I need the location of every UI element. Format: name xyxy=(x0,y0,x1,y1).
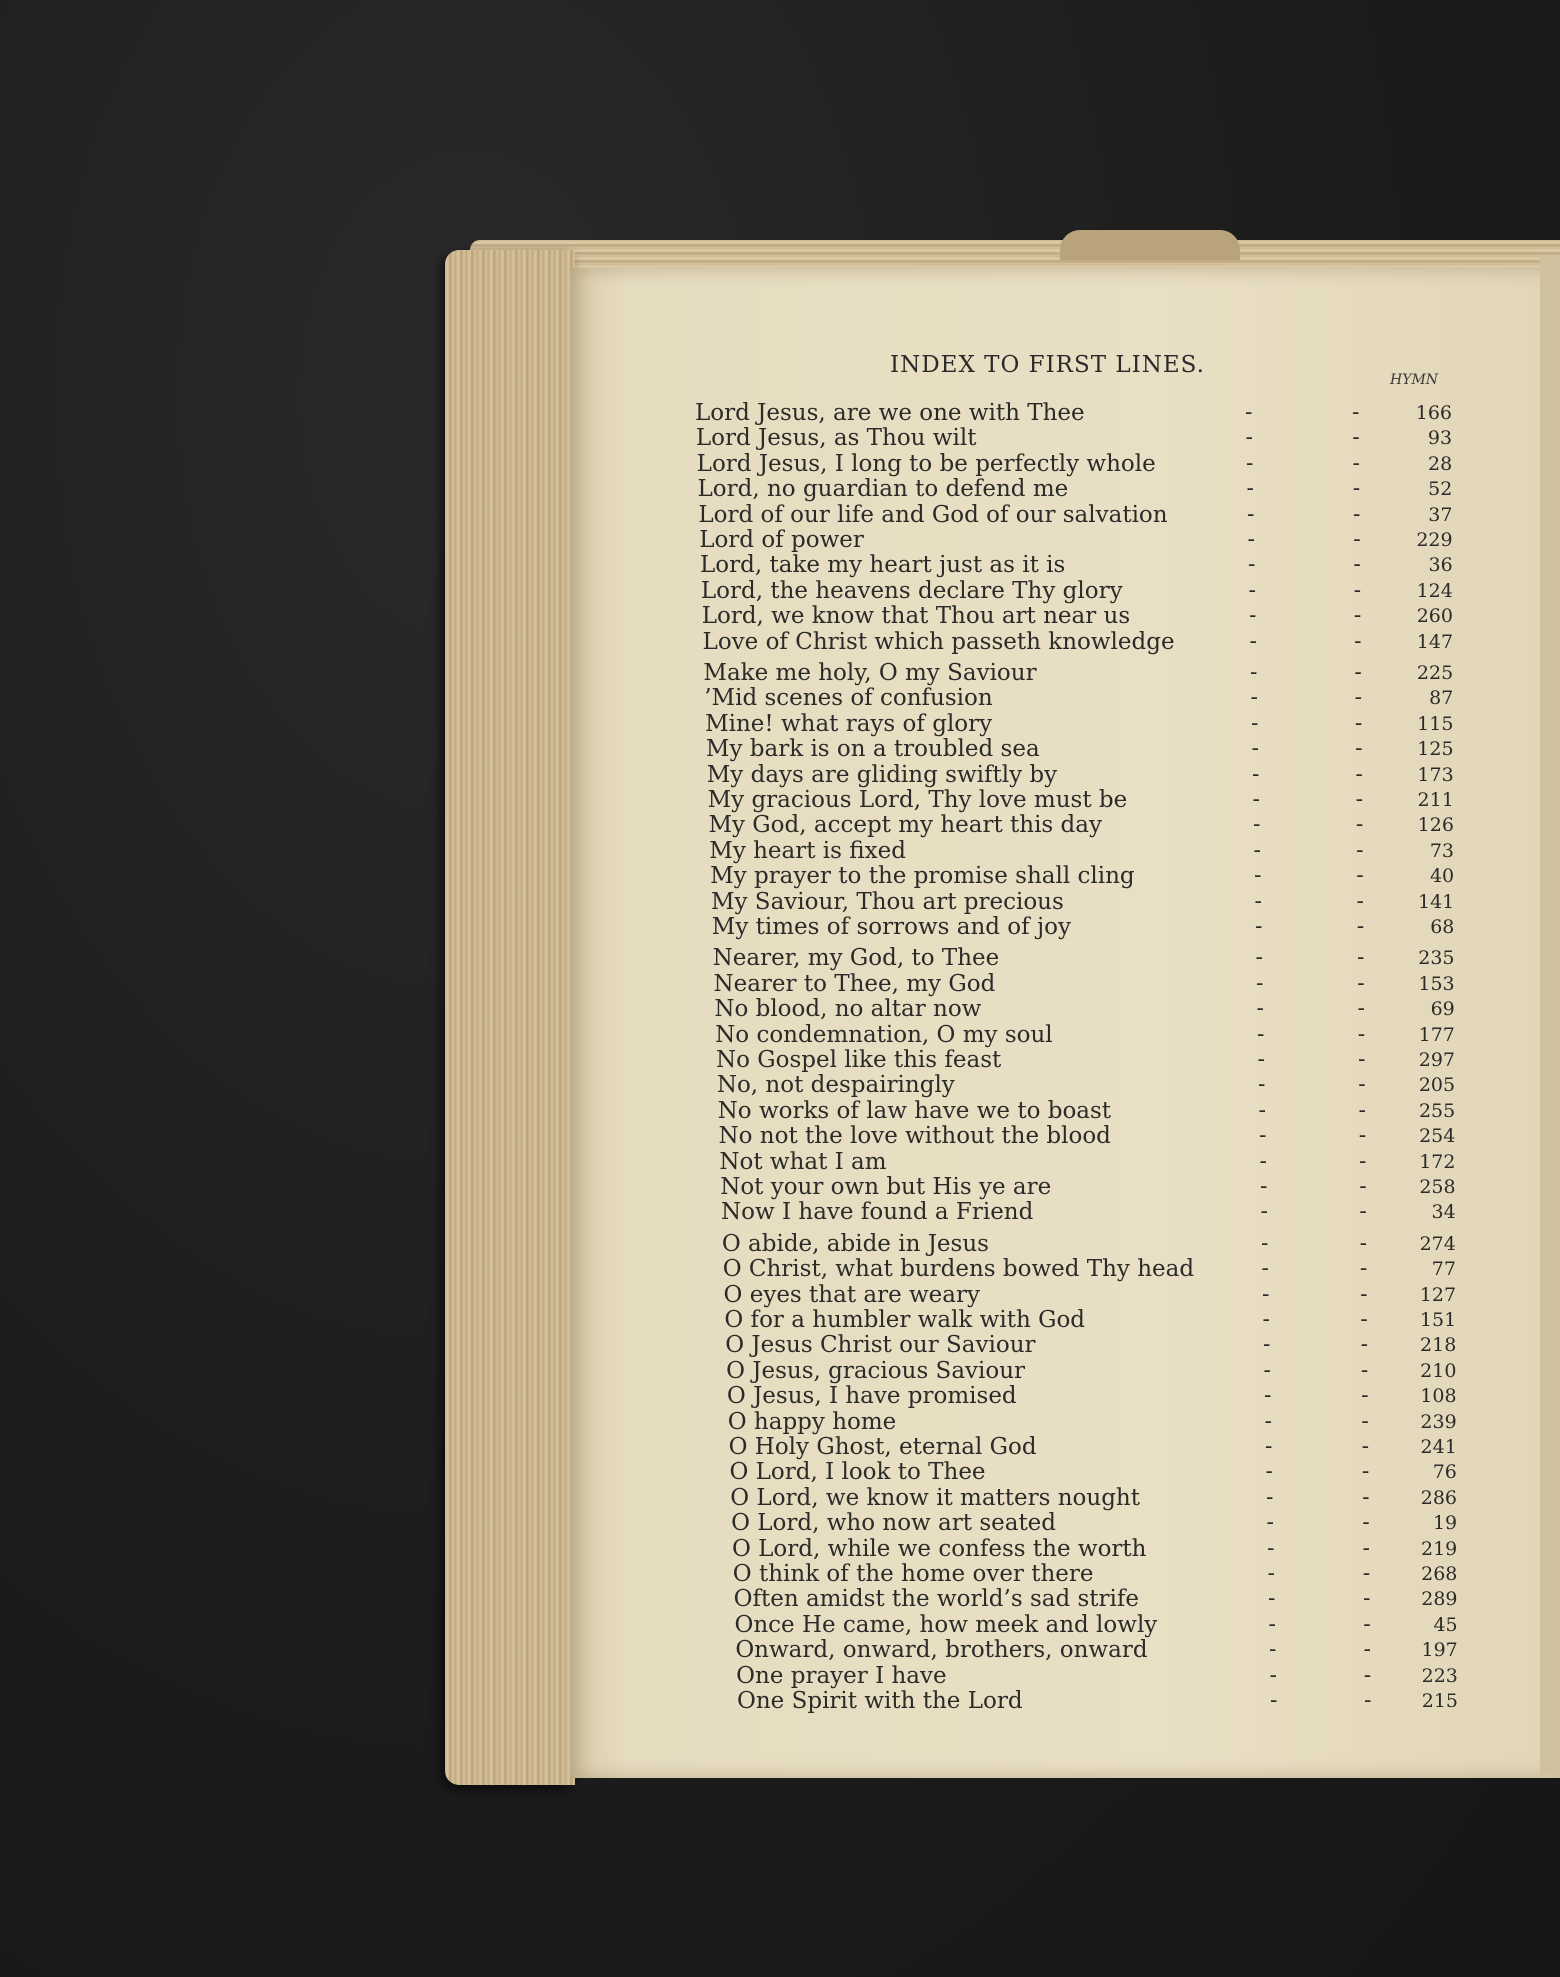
list-item xyxy=(713,945,1455,971)
list-item xyxy=(736,1663,1458,1689)
leader-dash: - xyxy=(1261,1281,1270,1307)
leader-dash: - xyxy=(1246,501,1255,527)
leader-dash: - xyxy=(1362,1535,1370,1561)
list-item xyxy=(734,1586,1458,1612)
first-line-text: No works of law have we to boast xyxy=(717,1097,1112,1124)
list-item xyxy=(729,1434,1457,1460)
leader-dash: - xyxy=(1360,1357,1369,1383)
leader-dash: - xyxy=(1362,1561,1371,1586)
leader-dash: - xyxy=(1363,1662,1372,1688)
leader-dash: - xyxy=(1361,1383,1369,1409)
list-item xyxy=(705,711,1453,737)
leader-dash: - xyxy=(1353,577,1362,603)
hymn-number: 274 xyxy=(1419,1232,1456,1255)
hymn-number: 153 xyxy=(1418,972,1455,995)
first-line-text: Lord Jesus, I long to be perfectly whole xyxy=(696,450,1156,477)
first-line-text: One Spirit with the Lord xyxy=(737,1688,1023,1714)
list-item xyxy=(717,1072,1455,1098)
hymn-number: 197 xyxy=(1421,1639,1458,1662)
first-line-text: O Jesus, I have promised xyxy=(726,1383,1017,1410)
leader-dash: - xyxy=(1357,945,1365,971)
first-line-text: Lord, we know that Thou art near us xyxy=(701,603,1131,630)
leader-dash: - xyxy=(1251,736,1259,762)
first-line-text: O Lord, who now art seated xyxy=(731,1510,1057,1537)
leader-dash: - xyxy=(1356,914,1365,939)
first-line-text: Love of Christ which passeth knowledge xyxy=(702,628,1175,655)
leader-dash: - xyxy=(1361,1434,1370,1459)
list-item xyxy=(698,502,1452,528)
leader-dash: - xyxy=(1357,970,1365,996)
list-item xyxy=(718,1098,1456,1124)
first-line-text: One prayer I have xyxy=(736,1662,947,1689)
leader-dash: - xyxy=(1354,660,1362,685)
hymn-number: 115 xyxy=(1417,712,1454,735)
list-item xyxy=(724,1282,1457,1308)
leader-dash: - xyxy=(1359,1199,1367,1225)
leader-dash: - xyxy=(1265,1484,1274,1510)
leader-dash: - xyxy=(1253,863,1262,889)
hymn-number: 127 xyxy=(1419,1283,1457,1306)
list-item xyxy=(700,552,1453,578)
leader-dash: - xyxy=(1356,837,1364,863)
first-line-text: No Gospel like this feast xyxy=(716,1047,1002,1073)
leader-dash: - xyxy=(1269,1662,1277,1688)
leader-dash: - xyxy=(1356,888,1364,914)
first-line-text: My times of sorrows and of joy xyxy=(711,914,1071,940)
leader-dash: - xyxy=(1362,1484,1370,1510)
leader-dash: - xyxy=(1364,1688,1372,1713)
leader-dash: - xyxy=(1363,1586,1371,1612)
leader-dash: - xyxy=(1258,1097,1266,1123)
leader-dash: - xyxy=(1267,1586,1276,1612)
list-item xyxy=(719,1123,1456,1149)
leader-dash: - xyxy=(1360,1281,1368,1307)
leader-dash: - xyxy=(1253,837,1261,863)
list-item xyxy=(727,1383,1457,1409)
leader-dash: - xyxy=(1356,863,1364,889)
leader-dash: - xyxy=(1354,628,1362,654)
list-item xyxy=(704,685,1453,711)
list-item xyxy=(731,1510,1457,1536)
leader-dash: - xyxy=(1362,1510,1370,1536)
hymn-number: 141 xyxy=(1418,890,1455,913)
leader-dash: - xyxy=(1352,400,1360,425)
first-line-text: No blood, no altar now xyxy=(714,996,982,1023)
hymn-number: 177 xyxy=(1418,1023,1455,1046)
leader-dash: - xyxy=(1358,1097,1366,1123)
list-item xyxy=(728,1409,1457,1435)
list-item xyxy=(734,1612,1457,1638)
hymn-number: 223 xyxy=(1421,1664,1458,1687)
leader-dash: - xyxy=(1261,1256,1269,1282)
hymn-number: 151 xyxy=(1419,1309,1457,1331)
leader-dash: - xyxy=(1245,400,1253,425)
first-line-text: Nearer to Thee, my God xyxy=(713,970,996,997)
hymn-number: 124 xyxy=(1416,579,1453,602)
leader-dash: - xyxy=(1358,1123,1367,1149)
leader-dash: - xyxy=(1352,425,1360,451)
leader-dash: - xyxy=(1267,1561,1275,1586)
leader-dash: - xyxy=(1353,603,1362,629)
list-item xyxy=(703,660,1453,686)
book-spine-tab xyxy=(1060,230,1240,260)
first-line-text: Lord of our life and God of our salvation xyxy=(698,501,1168,528)
first-line-text: Lord Jesus, are we one with Thee xyxy=(695,400,1085,426)
hymn-number: 73 xyxy=(1429,839,1455,862)
leader-dash: - xyxy=(1256,996,1264,1022)
hymn-number: 37 xyxy=(1428,503,1453,526)
hymn-number: 19 xyxy=(1432,1512,1458,1535)
first-line-text: O think of the home over there xyxy=(732,1561,1094,1587)
list-item xyxy=(737,1688,1458,1714)
first-line-text: Lord, take my heart just as it is xyxy=(700,552,1066,579)
hymn-number: 211 xyxy=(1417,789,1454,811)
first-line-text: O Lord, while we confess the worth xyxy=(731,1535,1147,1562)
first-line-text: Lord of power xyxy=(699,527,864,553)
list-item xyxy=(708,812,1453,838)
list-item xyxy=(703,629,1454,655)
list-item xyxy=(730,1485,1457,1511)
leader-dash: - xyxy=(1255,945,1263,971)
hymn-number: 255 xyxy=(1418,1099,1456,1122)
leader-dash: - xyxy=(1249,628,1257,654)
list-item xyxy=(722,1231,1456,1257)
hymn-number: 210 xyxy=(1420,1359,1457,1382)
list-item xyxy=(715,1022,1455,1048)
list-item xyxy=(725,1332,1456,1358)
leader-dash: - xyxy=(1248,603,1257,629)
first-line-text: Not what I am xyxy=(719,1148,887,1175)
leader-dash: - xyxy=(1263,1357,1271,1383)
first-line-text: Nearer, my God, to Thee xyxy=(712,945,1000,972)
first-line-text: O Jesus Christ our Saviour xyxy=(725,1332,1036,1359)
list-item xyxy=(698,476,1453,502)
first-line-text: Once He came, how meek and lowly xyxy=(734,1611,1158,1638)
leader-dash: - xyxy=(1268,1611,1276,1637)
first-line-text: O Jesus, gracious Saviour xyxy=(726,1357,1026,1384)
hymn-number: 239 xyxy=(1420,1410,1457,1433)
list-item xyxy=(721,1199,1456,1225)
first-line-text: O happy home xyxy=(727,1408,897,1435)
first-line-text: O Lord, I look to Thee xyxy=(729,1459,986,1486)
leader-dash: - xyxy=(1361,1408,1369,1434)
leader-dash: - xyxy=(1358,1072,1366,1098)
first-line-text: No, not despairingly xyxy=(716,1072,955,1099)
hymn-number: 108 xyxy=(1420,1385,1457,1408)
leader-dash: - xyxy=(1352,501,1361,527)
leader-dash: - xyxy=(1355,787,1364,812)
leader-dash: - xyxy=(1255,970,1264,996)
book-page-edges xyxy=(445,250,575,1785)
leader-dash: - xyxy=(1363,1637,1371,1663)
leader-dash: - xyxy=(1251,761,1260,787)
first-line-text: My days are gliding swiftly by xyxy=(706,761,1058,788)
leader-dash: - xyxy=(1247,527,1255,552)
first-line-text: Lord, the heavens declare Thy glory xyxy=(700,577,1123,604)
hymn-number: 28 xyxy=(1428,452,1453,475)
first-line-text: Now I have found a Friend xyxy=(721,1199,1034,1226)
leader-dash: - xyxy=(1360,1332,1369,1358)
hymn-column-label: HYMN xyxy=(1390,372,1439,388)
leader-dash: - xyxy=(1262,1332,1271,1358)
leader-dash: - xyxy=(1353,527,1361,552)
hymn-number: 125 xyxy=(1417,738,1454,761)
leader-dash: - xyxy=(1245,450,1254,476)
hymn-number: 297 xyxy=(1418,1049,1455,1071)
list-item xyxy=(719,1149,1455,1175)
leader-dash: - xyxy=(1264,1408,1272,1434)
leader-dash: - xyxy=(1259,1148,1267,1174)
first-line-text: My bark is on a troubled sea xyxy=(705,736,1040,763)
first-line-text: O for a humbler walk with God xyxy=(724,1307,1086,1333)
leader-dash: - xyxy=(1260,1199,1268,1225)
leader-dash: - xyxy=(1256,1021,1265,1047)
leader-dash: - xyxy=(1245,425,1253,451)
list-item xyxy=(733,1561,1458,1587)
first-line-text: Mine! what rays of glory xyxy=(705,710,993,737)
first-line-text: Often amidst the world’s sad strife xyxy=(733,1586,1140,1613)
list-item xyxy=(720,1174,1455,1200)
list-item xyxy=(711,889,1454,915)
leader-dash: - xyxy=(1260,1230,1269,1256)
leader-dash: - xyxy=(1355,812,1364,838)
hymn-number: 52 xyxy=(1428,478,1453,501)
list-item xyxy=(729,1459,1456,1485)
first-line-text: My gracious Lord, Thy love must be xyxy=(707,787,1128,813)
leader-dash: - xyxy=(1247,552,1256,578)
hymn-number: 218 xyxy=(1420,1334,1457,1357)
list-item xyxy=(701,578,1453,604)
hymn-number: 215 xyxy=(1421,1690,1458,1712)
first-line-text: Lord Jesus, as Thou wilt xyxy=(695,425,977,452)
leader-dash: - xyxy=(1266,1535,1275,1561)
leader-dash: - xyxy=(1249,660,1258,685)
list-item xyxy=(723,1256,1456,1282)
hymn-number: 166 xyxy=(1415,402,1452,424)
hymn-number: 205 xyxy=(1418,1074,1456,1097)
leader-dash: - xyxy=(1355,761,1363,787)
leader-dash: - xyxy=(1361,1459,1370,1485)
leader-dash: - xyxy=(1355,736,1363,762)
leader-dash: - xyxy=(1359,1256,1368,1282)
first-line-text: O Holy Ghost, eternal God xyxy=(728,1434,1037,1460)
leader-dash: - xyxy=(1257,1047,1265,1072)
first-line-text: My prayer to the promise shall cling xyxy=(710,863,1135,890)
first-line-text: No not the love without the blood xyxy=(718,1123,1111,1150)
list-item xyxy=(724,1307,1456,1333)
first-line-text: O abide, abide in Jesus xyxy=(721,1230,989,1257)
page-title: INDEX TO FIRST LINES. xyxy=(890,352,1205,378)
hymn-number: 219 xyxy=(1421,1537,1458,1560)
leader-dash: - xyxy=(1363,1611,1371,1637)
hymn-number: 225 xyxy=(1416,662,1454,684)
hymn-number: 229 xyxy=(1416,529,1453,551)
hymn-number: 68 xyxy=(1430,916,1455,938)
hymn-number: 45 xyxy=(1433,1613,1458,1636)
leader-dash: - xyxy=(1352,476,1361,502)
first-line-text: My Saviour, Thou art precious xyxy=(710,888,1064,915)
hymn-number: 93 xyxy=(1427,427,1453,450)
facing-page-edge xyxy=(1540,255,1560,1775)
hymn-number: 172 xyxy=(1419,1150,1456,1173)
first-line-text: O Christ, what burdens bowed Thy head xyxy=(722,1256,1195,1283)
hymn-number: 258 xyxy=(1419,1176,1456,1198)
leader-dash: - xyxy=(1254,888,1262,914)
leader-dash: - xyxy=(1360,1307,1368,1332)
hymn-number: 173 xyxy=(1417,763,1454,786)
first-line-text: Lord, no guardian to defend me xyxy=(697,476,1069,503)
leader-dash: - xyxy=(1268,1637,1277,1663)
list-item xyxy=(695,400,1452,426)
leader-dash: - xyxy=(1257,1072,1266,1098)
leader-dash: - xyxy=(1352,450,1360,476)
leader-dash: - xyxy=(1353,552,1361,578)
first-line-text: Not your own but His ye are xyxy=(720,1174,1052,1200)
hymn-number: 77 xyxy=(1431,1258,1456,1281)
first-line-text: Make me holy, O my Saviour xyxy=(703,660,1037,686)
leader-dash: - xyxy=(1264,1434,1273,1459)
leader-dash: - xyxy=(1246,476,1254,502)
list-item xyxy=(710,863,1454,889)
hymn-number: 126 xyxy=(1417,814,1454,837)
hymn-number: 34 xyxy=(1431,1201,1456,1224)
leader-dash: - xyxy=(1270,1688,1278,1713)
leader-dash: - xyxy=(1263,1383,1272,1409)
first-line-text: Onward, onward, brothers, onward xyxy=(735,1637,1148,1664)
first-line-text: No condemnation, O my soul xyxy=(715,1021,1053,1048)
list-item xyxy=(699,527,1452,553)
leader-dash: - xyxy=(1248,577,1256,603)
list-item xyxy=(702,603,1453,629)
hymn-number: 76 xyxy=(1432,1461,1457,1484)
hymn-number: 268 xyxy=(1421,1563,1458,1585)
list-item xyxy=(712,914,1455,940)
leader-dash: - xyxy=(1252,812,1261,838)
first-line-text: O Lord, we know it matters nought xyxy=(730,1484,1140,1511)
list-item xyxy=(726,1358,1456,1384)
first-line-text: O eyes that are weary xyxy=(723,1281,980,1308)
leader-dash: - xyxy=(1354,685,1363,711)
hymn-number: 40 xyxy=(1429,865,1455,888)
list-item xyxy=(714,996,1454,1022)
leader-dash: - xyxy=(1266,1510,1274,1536)
hymn-number: 87 xyxy=(1429,687,1454,710)
leader-dash: - xyxy=(1254,914,1263,939)
leader-dash: - xyxy=(1250,710,1259,736)
hymn-number: 241 xyxy=(1420,1436,1457,1458)
list-item xyxy=(706,736,1454,762)
hymn-number: 147 xyxy=(1416,630,1454,653)
hymn-number: 235 xyxy=(1418,947,1455,970)
list-item xyxy=(716,1047,1455,1073)
list-item xyxy=(735,1637,1457,1663)
leader-dash: - xyxy=(1359,1174,1367,1199)
hymn-number: 289 xyxy=(1421,1588,1458,1611)
leader-dash: - xyxy=(1252,787,1260,812)
leader-dash: - xyxy=(1258,1123,1267,1149)
leader-dash: - xyxy=(1358,1047,1366,1072)
leader-dash: - xyxy=(1262,1307,1270,1332)
hymn-number: 69 xyxy=(1430,998,1455,1021)
first-line-text: ’Mid scenes of confusion xyxy=(704,685,993,712)
list-item xyxy=(732,1536,1457,1562)
leader-dash: - xyxy=(1259,1174,1268,1199)
hymn-number: 36 xyxy=(1428,554,1453,577)
first-line-text: My God, accept my heart this day xyxy=(708,812,1102,839)
list-item xyxy=(708,787,1454,813)
leader-dash: - xyxy=(1265,1459,1273,1485)
hymn-number: 254 xyxy=(1419,1125,1456,1148)
list-item xyxy=(696,425,1452,451)
list-item xyxy=(713,971,1454,997)
list-item xyxy=(709,838,1454,864)
leader-dash: - xyxy=(1250,685,1258,711)
first-line-text: My heart is fixed xyxy=(709,837,906,864)
list-item xyxy=(697,451,1453,477)
hymn-number: 260 xyxy=(1416,605,1453,628)
leader-dash: - xyxy=(1357,996,1365,1022)
leader-dash: - xyxy=(1358,1148,1367,1174)
leader-dash: - xyxy=(1357,1021,1366,1047)
list-item xyxy=(707,762,1454,788)
hymn-number: 286 xyxy=(1420,1486,1458,1509)
leader-dash: - xyxy=(1359,1230,1368,1256)
leader-dash: - xyxy=(1354,710,1363,736)
